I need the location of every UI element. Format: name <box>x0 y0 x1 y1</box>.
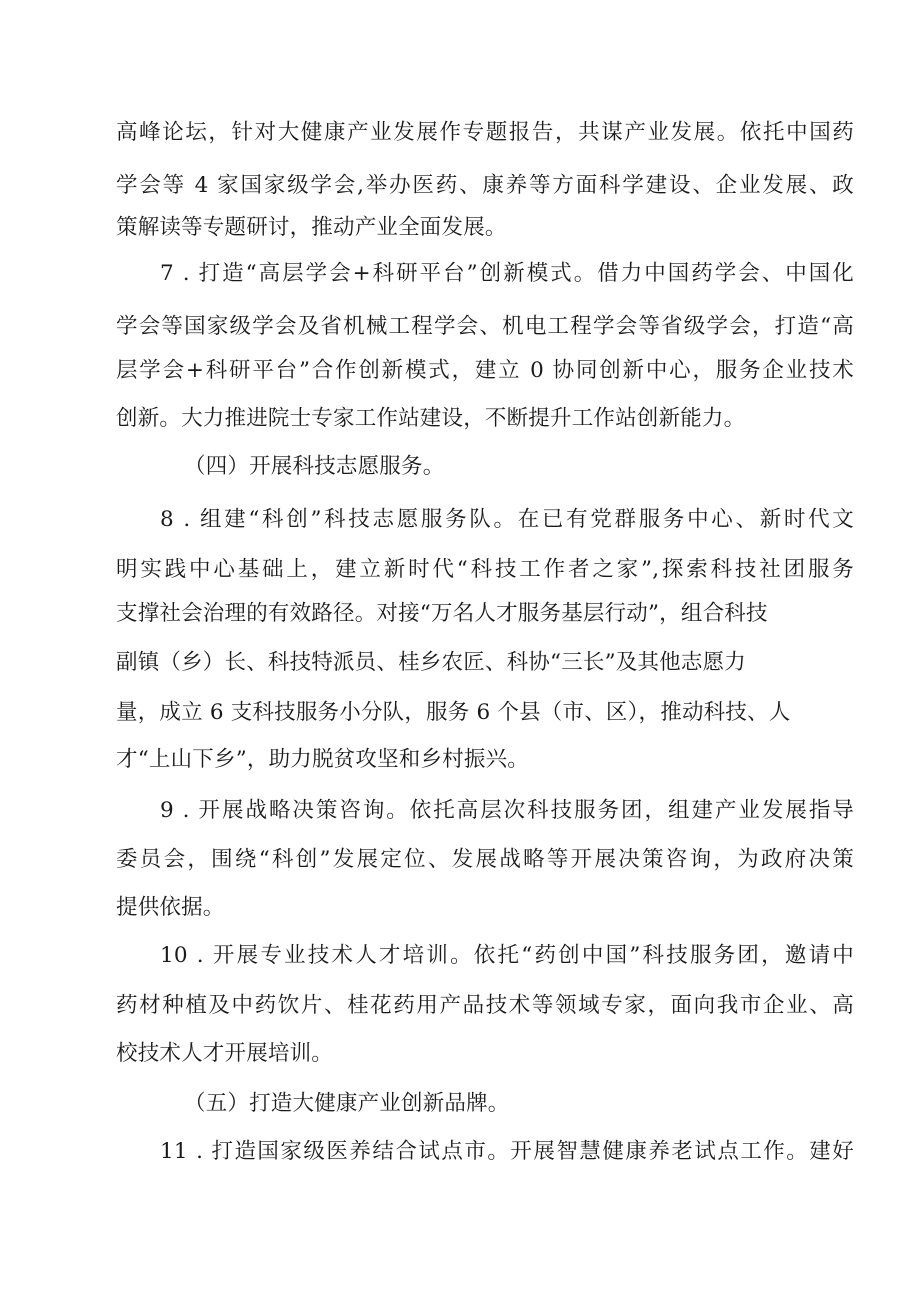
paragraph-line: 副镇（乡）长、科技特派员、桂乡农匠、科协“三长”及其他志愿力 <box>116 650 746 675</box>
item-9-heading: 9 . 开展战略决策咨询。依托高层次科技服务团，组建产业发展指导 <box>160 798 854 823</box>
section-4-heading: （四）开展科技志愿服务。 <box>184 454 445 479</box>
paragraph-line: 提供依据。 <box>116 895 225 920</box>
item-8-heading: 8 . 组建“科创”科技志愿服务队。在已有党群服务中心、新时代文 <box>160 507 854 532</box>
paragraph-line: 层学会+科研平台”合作创新模式，建立 0 协同创新中心，服务企业技术 <box>116 358 854 383</box>
paragraph-line: 校技术人才开展培训。 <box>116 1041 334 1066</box>
item-10-heading: 10 . 开展专业技术人才培训。依托“药创中国”科技服务团，邀请中 <box>160 943 854 968</box>
paragraph-line: 量，成立 6 支科技服务小分队，服务 6 个县（市、区），推动科技、人 <box>116 700 791 725</box>
item-7-heading: 7 . 打造“高层学会+科研平台”创新模式。借力中国药学会、中国化 <box>160 261 854 286</box>
paragraph-line: 创新。大力推进院士专家工作站建设，不断提升工作站创新能力。 <box>116 406 746 431</box>
paragraph-line: 明实践中心基础上，建立新时代“科技工作者之家”,探索科技社团服务 <box>116 557 854 582</box>
item-11-heading: 11 . 打造国家级医养结合试点市。开展智慧健康养老试点工作。建好 <box>160 1139 854 1164</box>
paragraph-line: 支撑社会治理的有效路径。对接“万名人才服务基层行动”，组合科技 <box>116 601 768 626</box>
paragraph-line: 学会等国家级学会及省机械工程学会、机电工程学会等省级学会，打造“高 <box>116 314 854 339</box>
paragraph-line: 才“上山下乡”，助力脱贫攻坚和乡村振兴。 <box>116 747 529 772</box>
paragraph-line: 药材种植及中药饮片、桂花药用产品技术等领域专家，面向我市企业、高 <box>116 993 854 1018</box>
section-5-heading: （五）打造大健康产业创新品牌。 <box>184 1091 510 1116</box>
paragraph-line: 委员会，围绕“科创”发展定位、发展战略等开展决策咨询，为政府决策 <box>116 847 854 872</box>
paragraph-line: 高峰论坛，针对大健康产业发展作专题报告，共谋产业发展。依托中国药 <box>116 120 854 145</box>
paragraph-line: 学会等 4 家国家级学会,举办医药、康养等方面科学建设、企业发展、政 <box>116 173 854 198</box>
paragraph-line: 策解读等专题研讨，推动产业全面发展。 <box>116 215 507 240</box>
